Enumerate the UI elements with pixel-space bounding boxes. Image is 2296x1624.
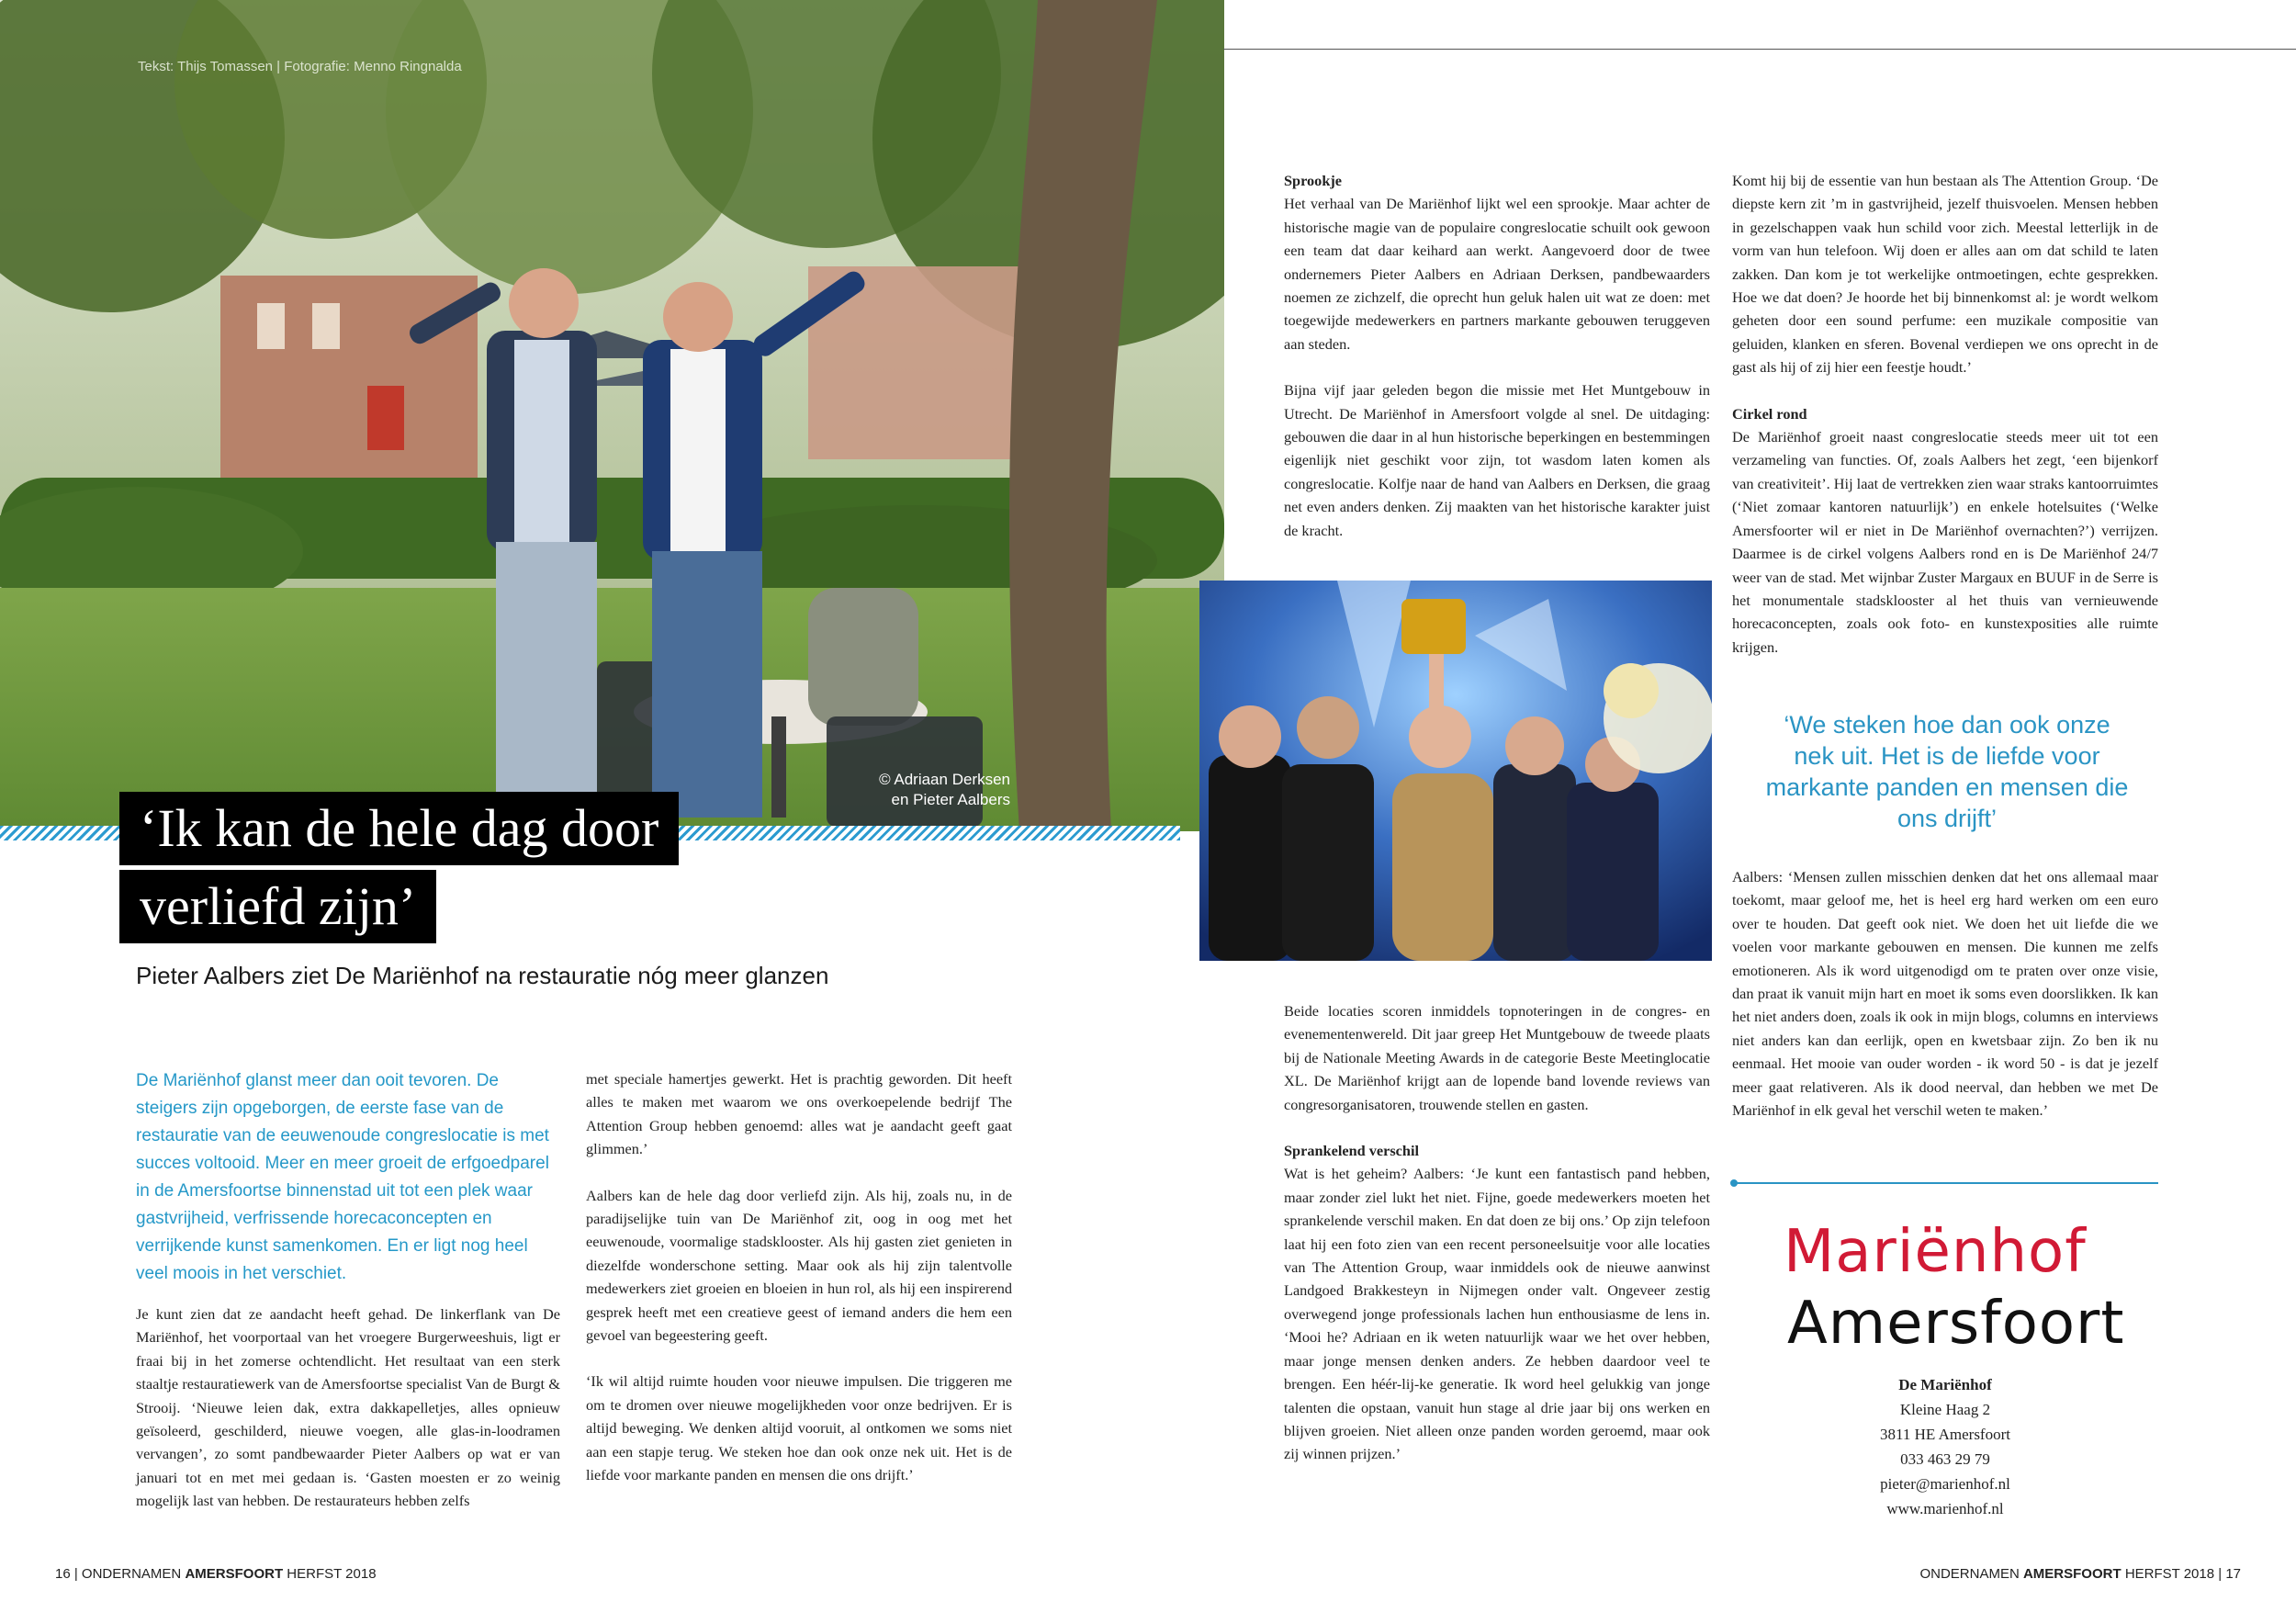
paragraph: Beide locaties scoren inmiddels topnoteringen in de congres- en evenementenwereld. Dit jaar greep Het Muntgebouw de tweede plaats bij de Nationale Meeting Awards in de categorie Beste Meetinglocatie XL. De Mariënhof krijgt aan de lopende band lovende reviews van congresorganisatoren, trouwende stellen en gasten. xyxy=(1284,1002,1710,1113)
section-heading: Sprookje xyxy=(1284,172,1343,189)
subtitle: Pieter Aalbers ziet De Mariënhof na restauratie nóg meer glanzen xyxy=(136,962,829,989)
hero-photo xyxy=(0,0,1224,831)
column-3-bottom xyxy=(1284,999,1710,1489)
paragraph: Bijna vijf jaar geleden begon die missie met Het Muntgebouw in Utrecht. De Mariënhof in Amersfoort volgde al snel. De uitdaging: gebouwen die daar in al hun historische beperkingen en bestemmingen eigenlijk niet geschikt voor zijn, tot wasdom laten komen als congreslocatie. Kolfje naar de hand van Aalbers en Derksen, die graag net even anders denken. Zij maakten van het historische karakter juist de kracht. xyxy=(1284,381,1710,539)
footer-left xyxy=(55,1566,377,1582)
magazine-name-bold: AMERSFOORT xyxy=(2022,1566,2122,1582)
contact-block xyxy=(1798,1372,2092,1521)
paragraph: ‘Ik wil altijd ruimte houden voor nieuwe impulsen. Die triggeren me om te dromen over nieuwe mogelijkheden voor onze bedrijven. Er is altijd beweging. We denken altijd vooruit, al ontkomen we soms niet aan een stapje terug. We steken hoe dan ook onze nek uit. Het is de liefde voor markante panden en mensen die ons drijft.’ xyxy=(586,1372,1012,1484)
headline-line-1: ‘Ik kan de hele dag door xyxy=(119,792,679,865)
footer-right xyxy=(1919,1566,2241,1582)
contact-website[interactable]: www.marienhof.nl xyxy=(1886,1500,2004,1517)
column-4-top xyxy=(1732,169,2158,682)
paragraph: Wat is het geheim? Aalbers: ‘Je kunt een fantastisch pand hebben, maar zonder ziel lukt het niet. Fijne, goede medewerkers moeten het sprankelende verschil maken. En dat doen ze bij ons.’ Op zijn telefoon laat hij een foto zien van een recent personeelsuitje voor alle locaties van The Attention Group, waar inmiddels ook de nieuwe aanwinst Landgoed Brakkesteyn in Nijmegen onder valt. Ongeveer zestig overwegend jonge professionals lachen hun enthousiasme de lens in. ‘Mooi he? Adriaan en ik weten natuurlijk waar we het over hebben, maar jonge mensen denken anders. Ze hebben daardoor veel te brengen. Een héér-lij-ke generatie. Ik word heel gelukkig van jonge talenten die opstaan, vanuit hun stage al drie jaar bij ons werken en blijven groeien. Niet alleen onze panden worden geroemd, maar ook zij winnen prijzen.’ xyxy=(1284,1165,1710,1463)
section-heading: Sprankelend verschil xyxy=(1284,1142,1420,1160)
column-3-top xyxy=(1284,169,1710,565)
magazine-name-bold: AMERSFOORT xyxy=(185,1566,284,1582)
contact-name: De Mariënhof xyxy=(1898,1376,1992,1393)
page-number: 16 | xyxy=(55,1566,78,1582)
top-rule xyxy=(1223,49,2296,50)
photo-caption-line: © Adriaan Derksen xyxy=(879,771,1010,788)
logo-line-2: Amersfoort xyxy=(1787,1290,2125,1358)
magazine-name: ONDERNAMEN xyxy=(1919,1566,2020,1582)
headline-line-2: verliefd zijn’ xyxy=(119,870,436,943)
award-photo xyxy=(1199,581,1712,961)
paragraph: Aalbers: ‘Mensen zullen misschien denken dat het ons allemaal maar toekomt, maar geloof me, het is heel erg hard werken om een euro over te houden. Dat geeft ook niet. We doen het uit liefde die we voelen voor markante gebouwen en mensen. Die kunnen me zelfs emotioneren. Als ik word uitgenodigd om te praten over onze visie, dan praat ik vanuit mijn hart en moet ik soms even doorslikken. Ik kan het niet anders doen, zoals ik ook in mijn blogs, columns en interviews niet anders kan dan eerlijk, open en kwetsbaar zijn. Zo ben ik nu eenmaal. Het mooie van ouder worden - ik word 50 - is dat je jezelf meer gaat relativeren. Als ik dood neerval, dan hebben we met De Mariënhof in elk geval het verschil weten te maken.’ xyxy=(1732,868,2158,1120)
contact-street: Kleine Haag 2 xyxy=(1899,1401,1991,1418)
section-heading: Cirkel rond xyxy=(1732,404,1807,423)
paragraph: Aalbers kan de hele dag door verliefd zijn. Als hij, zoals nu, in de paradijselijke tuin van De Mariënhof zit, oog in oog met het eeuwenoude, voormalige stadsklooster. Als hij gasten ziet genieten in diezelfde wonderschone setting. Maar ook als hij zijn talentvolle medewerkers ziet groeien en bloeien in hun rol, als hij een inspirerend gesprek heeft met een creatieve geest of iemand anders die hem een gevoel van begeestering geeft. xyxy=(586,1186,1012,1345)
photo-caption xyxy=(827,770,1010,810)
magazine-name: ONDERNAMEN xyxy=(81,1566,182,1582)
paragraph: De Mariënhof groeit naast congreslocatie steeds meer uit tot een verzameling van functies. Of, zoals Aalbers het zegt, ‘een bijenkorf van creativiteit’. Hij laat de vertrekken zien waar straks kantoorruimtes (‘Niet zomaar kantoren natuurlijk’) en enkele hotelsuites (‘Welke Amersfoorter wil er niet in De Mariënhof overnachten?’) verrijzen. Daarmee is de cirkel volgens Aalbers rond en is De Mariënhof 24/7 weer van de stad. Met wijnbar Zuster Margaux en BUUF in de Serre is het monumentale stadsklooster al het thuis van vernieuwende horecaconcepten, zoals ook foto- en kunstexposities alle ruimte krijgen. xyxy=(1732,428,2158,656)
photo-caption-line: en Pieter Aalbers xyxy=(891,791,1010,808)
column-4-bottom xyxy=(1732,865,2158,1145)
contact-email[interactable]: pieter@marienhof.nl xyxy=(1880,1475,2010,1493)
contact-city: 3811 HE Amersfoort xyxy=(1880,1426,2010,1443)
page-number: | 17 xyxy=(2218,1566,2241,1582)
paragraph: Je kunt zien dat ze aandacht heeft gehad. De linkerflank van De Mariënhof, het voorportaal van het vroegere Burgerweeshuis, ligt er fraai bij in het zomerse ochtendlicht. Het resultaat van een sterk staaltje restauratiewerk van de Amersfoortse specialist Van de Burgt & Strooij. ‘Nieuwe leien dak, extra dakkapelletjes, alles opnieuw geïsoleerd, geschilderd, nieuwe voegen, alle glas-in-loodramen vervangen’, zo somt pandbewaarder Pieter Aalbers op wat er van januari tot en met mei gedaan is. ‘Gasten moesten er zo weinig mogelijk last van hebben. De restaurateurs hebben zelfs xyxy=(136,1305,560,1510)
paragraph: Komt hij bij de essentie van hun bestaan als The Attention Group. ‘De diepste kern zit ’m in gastvrijheid, jezelf thuisvoelen. Mensen hebben in gezelschappen vaak hun schild voor zich. Meestal letterlijk in de vorm van hun telefoon. Wij doen er alles aan om dat schild te laten zakken. Dan kom je tot werkelijke ontmoetingen, echte gesprekken. Hoe we dat doen? Je hoorde het bij binnenkomst al: je wordt welkom geheten door een sound perfume: een muzikale compositie van geluiden, klanken en sferen. Bovenal verdiepen we ons oprecht in de gast als hij of zij hier een feestje houdt.’ xyxy=(1732,172,2158,377)
blue-divider xyxy=(1736,1182,2158,1184)
paragraph: Het verhaal van De Mariënhof lijkt wel een sprookje. Maar achter de historische magie van de populaire congreslocatie schuilt ook gewoon een team dat daar keihard aan werkt. Aangevoerd door de twee ondernemers Pieter Aalbers en Adriaan Derksen, pandbewaarders noemen ze zichzelf, die oprecht hun geluk halen uit wat ze doen: met toegewijde medewerkers en partners markante gebouwen teruggeven aan steden. xyxy=(1284,195,1710,353)
logo-line-1: Mariënhof xyxy=(1784,1218,2087,1286)
paragraph: met speciale hamertjes gewerkt. Het is prachtig geworden. Dit heeft alles te maken met waarom we ons overkoepelende bedrijf The Attention Group hebben genoemd: alles wat je aandacht geeft gaat glimmen.’ xyxy=(586,1070,1012,1158)
pull-quote: ‘We steken hoe dan ook onze nek uit. Het is de liefde voor markante panden en mensen die ons drijft’ xyxy=(1765,711,2129,832)
column-2 xyxy=(586,1067,1012,1510)
intro-paragraph: De Mariënhof glanst meer dan ooit tevoren. De steigers zijn opgeborgen, de eerste fase van de restauratie van de eeuwenoude congreslocatie is met succes voltooid. Meer en meer groeit de erfgoedparel in de Amersfoortse binnenstad uit tot een plek waar gastvrijheid, verfrissende horecaconcepten en verrijkende kunst samenkomen. En er ligt nog heel veel moois in het verschiet. xyxy=(136,1071,549,1283)
issue: HERFST 2018 xyxy=(287,1566,377,1582)
contact-phone: 033 463 29 79 xyxy=(1900,1450,1990,1468)
column-1 xyxy=(136,1303,560,1536)
photo-credit: Tekst: Thijs Tomassen | Fotografie: Menno Ringnalda xyxy=(138,59,462,74)
issue: HERFST 2018 xyxy=(2124,1566,2215,1582)
